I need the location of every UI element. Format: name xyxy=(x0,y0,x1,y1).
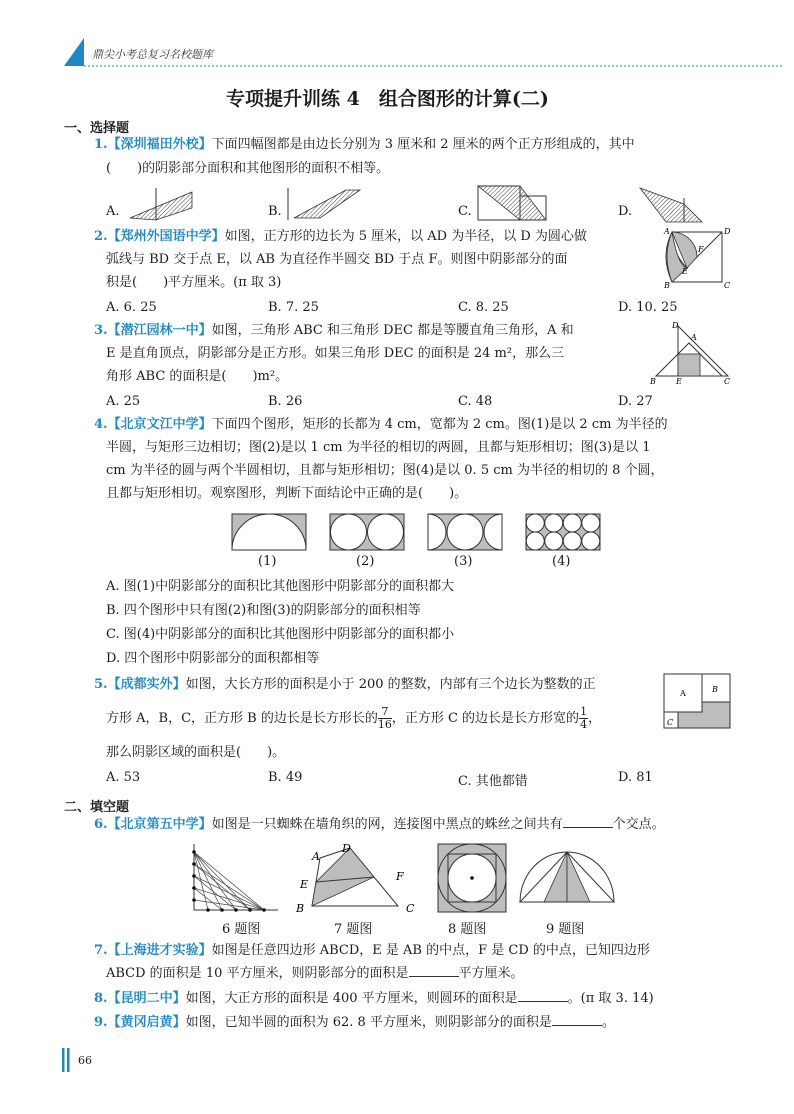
label-b: B xyxy=(296,902,305,915)
q1-option-b: B. xyxy=(268,204,282,219)
label-c: C xyxy=(724,377,731,386)
school-tag: 【成都实外】 xyxy=(107,677,186,692)
label-a: A xyxy=(680,689,686,698)
fig8-caption: 8 题图 xyxy=(448,922,487,937)
q4-fig-label-3: (3) xyxy=(454,554,473,569)
fig6-caption: 6 题图 xyxy=(222,922,261,937)
q4-fig-label-2: (2) xyxy=(356,554,375,569)
label-c: C xyxy=(724,281,731,290)
fig9-caption: 9 题图 xyxy=(546,922,585,937)
q2-option-b: B. 7. 25 xyxy=(268,300,319,315)
q1-figure-b xyxy=(286,186,366,222)
fig7-caption: 7 题图 xyxy=(334,922,373,937)
q4-option-c: C. 图(4)中阴影部分的面积比其他图形中阴影部分的面积都小 xyxy=(106,627,455,642)
q1-figure-a xyxy=(126,186,196,222)
label-b: B xyxy=(664,281,670,290)
q3-option-c: C. 48 xyxy=(458,394,493,409)
page-number-marker xyxy=(62,1048,72,1072)
school-tag: 【北京文江中学】 xyxy=(107,417,212,432)
q4-option-a: A. 图(1)中阴影部分的面积比其他图形中阴影部分的面积都大 xyxy=(106,579,455,594)
q3-option-b: B. 26 xyxy=(268,394,303,409)
q1-option-a: A. xyxy=(106,204,120,219)
q5-option-d: D. 81 xyxy=(618,770,653,785)
q2-figure xyxy=(660,226,732,290)
fraction-1-4: $\frac{1}{4}$ xyxy=(580,705,588,731)
q7-line1: 7.【上海进才实验】如图是任意四边形 ABCD，E 是 AB 的中点，F 是 CD 的中点，已知四边形 xyxy=(94,943,650,958)
school-tag: 【深圳福田外校】 xyxy=(107,137,212,152)
label-b: B xyxy=(712,685,718,694)
answer-blank xyxy=(409,964,459,977)
q1-line1: 1.【深圳福田外校】下面四幅图都是由边长分别为 3 厘米和 2 厘米的两个正方形组成的，其中 xyxy=(94,137,635,152)
q1-figure-c xyxy=(476,184,550,224)
label-c: C xyxy=(406,902,415,915)
label-b: B xyxy=(650,377,656,386)
q4-fig-label-4: (4) xyxy=(552,554,571,569)
label-e: E xyxy=(300,878,309,891)
q4-line3: cm 为半径的圆与两个半圆相切，且都与矩形相切；图(4)是以 0. 5 cm 为半径的相切的 8 个圆， xyxy=(106,463,664,478)
q3-figure xyxy=(648,320,734,386)
school-tag: 【郑州外国语中学】 xyxy=(107,229,225,244)
label-d: D xyxy=(672,321,679,330)
label-f: F xyxy=(396,870,404,883)
q4-option-d: D. 四个图形中阴影部分的面积都相等 xyxy=(106,651,320,666)
header-series: 鼎尖小考总复习名校题库 xyxy=(92,48,213,61)
q5-line3: 那么阴影区域的面积是( )。 xyxy=(106,745,286,760)
q5-option-b: B. 49 xyxy=(268,770,303,785)
school-tag: 【潜江园林一中】 xyxy=(107,323,212,338)
answer-blank xyxy=(552,1013,602,1026)
school-tag: 【上海进才实验】 xyxy=(107,943,212,958)
answer-blank xyxy=(518,989,568,1002)
page-title: 专项提升训练 4 组合图形的计算(二) xyxy=(226,88,549,110)
q3-option-a: A. 25 xyxy=(106,394,141,409)
q3-line1: 3.【潜江园林一中】如图，三角形 ABC 和三角形 DEC 都是等腰直角三角形，A 和 xyxy=(94,323,574,338)
label-e: E xyxy=(676,377,682,386)
q5-figure xyxy=(662,672,734,730)
q4-line4: 且都与矩形相切。观察图形，判断下面结论中正确的是( )。 xyxy=(106,486,468,501)
q2-option-c: C. 8. 25 xyxy=(458,300,509,315)
label-f: F xyxy=(698,245,704,254)
q5-option-c: C. 其他都错 xyxy=(458,774,528,789)
q9-figure xyxy=(518,846,616,908)
school-tag: 【黄冈启黄】 xyxy=(107,1015,186,1030)
q5-line2: 方形 A，B，C，正方形 B 的边长是长方形长的 $\frac{7}{16}$ ，正方形 C 的边长是长方形宽的 $\frac{1}{4}$ ， xyxy=(106,705,602,731)
q9-line: 9.【黄冈启黄】如图，已知半圆的面积为 62. 8 平方厘米，则阴影部分的面积是 。 xyxy=(94,1015,615,1030)
q2-line3: 积是( )平方厘米。(π 取 3) xyxy=(106,275,282,290)
q6-line: 6.【北京第五中学】如图是一只蜘蛛在墙角织的网，连接图中黑点的蛛丝之间共有 个交点。 xyxy=(94,817,665,832)
school-tag: 【北京第五中学】 xyxy=(107,817,212,832)
q1-option-d: D. xyxy=(618,204,633,219)
question-number: 1. xyxy=(94,137,108,152)
q7-figure xyxy=(290,840,430,916)
q1-figure-d xyxy=(636,184,706,224)
q2-option-a: A. 6. 25 xyxy=(106,300,157,315)
q2-line2: 弧线与 BD 交于点 E，以 AB 为直径作半圆交 BD 于点 F。则图中阴影部分的面 xyxy=(106,252,568,267)
q7-line2: ABCD 的面积是 10 平方厘米，则阴影部分的面积是 平方厘米。 xyxy=(106,966,524,981)
q8-line: 8.【昆明二中】如图，大正方形的面积是 400 平方厘米，则圆环的面积是 。(π 取 3. 14) xyxy=(94,991,654,1006)
section-choice: 一、选择题 xyxy=(64,121,130,136)
q6-figure-web xyxy=(186,842,282,914)
label-c: C xyxy=(667,718,674,727)
q1-line2: ( )的阴影部分面积和其他图形的面积不相等。 xyxy=(106,161,390,176)
q2-line1: 2.【郑州外国语中学】如图，正方形的边长为 5 厘米，以 AD 为半径，以 D 为圆心做 xyxy=(94,229,587,244)
q4-option-b: B. 四个图形中只有图(2)和图(3)的阴影部分的面积相等 xyxy=(106,603,421,618)
q3-line3: 角形 ABC 的面积是( )m²。 xyxy=(106,369,289,384)
fraction-7-16: $\frac{7}{16}$ xyxy=(377,705,392,731)
q5-option-a: A. 53 xyxy=(106,770,141,785)
label-d: D xyxy=(724,227,731,236)
label-a: A xyxy=(664,227,670,236)
q4-line1: 4.【北京文江中学】下面四个图形，矩形的长都为 4 cm，宽都为 2 cm。图(1)是以 2 cm 为半径的 xyxy=(94,417,668,432)
q4-fig-label-1: (1) xyxy=(258,554,277,569)
school-tag: 【昆明二中】 xyxy=(107,991,186,1006)
label-a: A xyxy=(691,333,697,342)
q3-line2: E 是直角顶点，阴影部分是正方形。如果三角形 DEC 的面积是 24 m²，那么三 xyxy=(106,346,565,361)
q3-option-d: D. 27 xyxy=(618,394,653,409)
label-a: A xyxy=(312,850,320,863)
label-e: E xyxy=(682,267,688,276)
q8-figure xyxy=(436,842,508,914)
page-number: 66 xyxy=(78,1054,92,1067)
label-d: D xyxy=(342,842,351,855)
section-fill: 二、填空题 xyxy=(64,800,130,815)
q5-line1: 5.【成都实外】如图，大长方形的面积是小于 200 的整数，内部有三个边长为整数的正 xyxy=(94,677,596,692)
q2-option-d: D. 10. 25 xyxy=(618,300,678,315)
q4-figures xyxy=(230,512,590,552)
q1-option-c: C. xyxy=(458,204,472,219)
answer-blank xyxy=(563,815,613,828)
q4-line2: 半圆，与矩形三边相切；图(2)是以 1 cm 为半径的相切的两圆，且都与矩形相切；图(3)是以 1 xyxy=(106,440,651,455)
